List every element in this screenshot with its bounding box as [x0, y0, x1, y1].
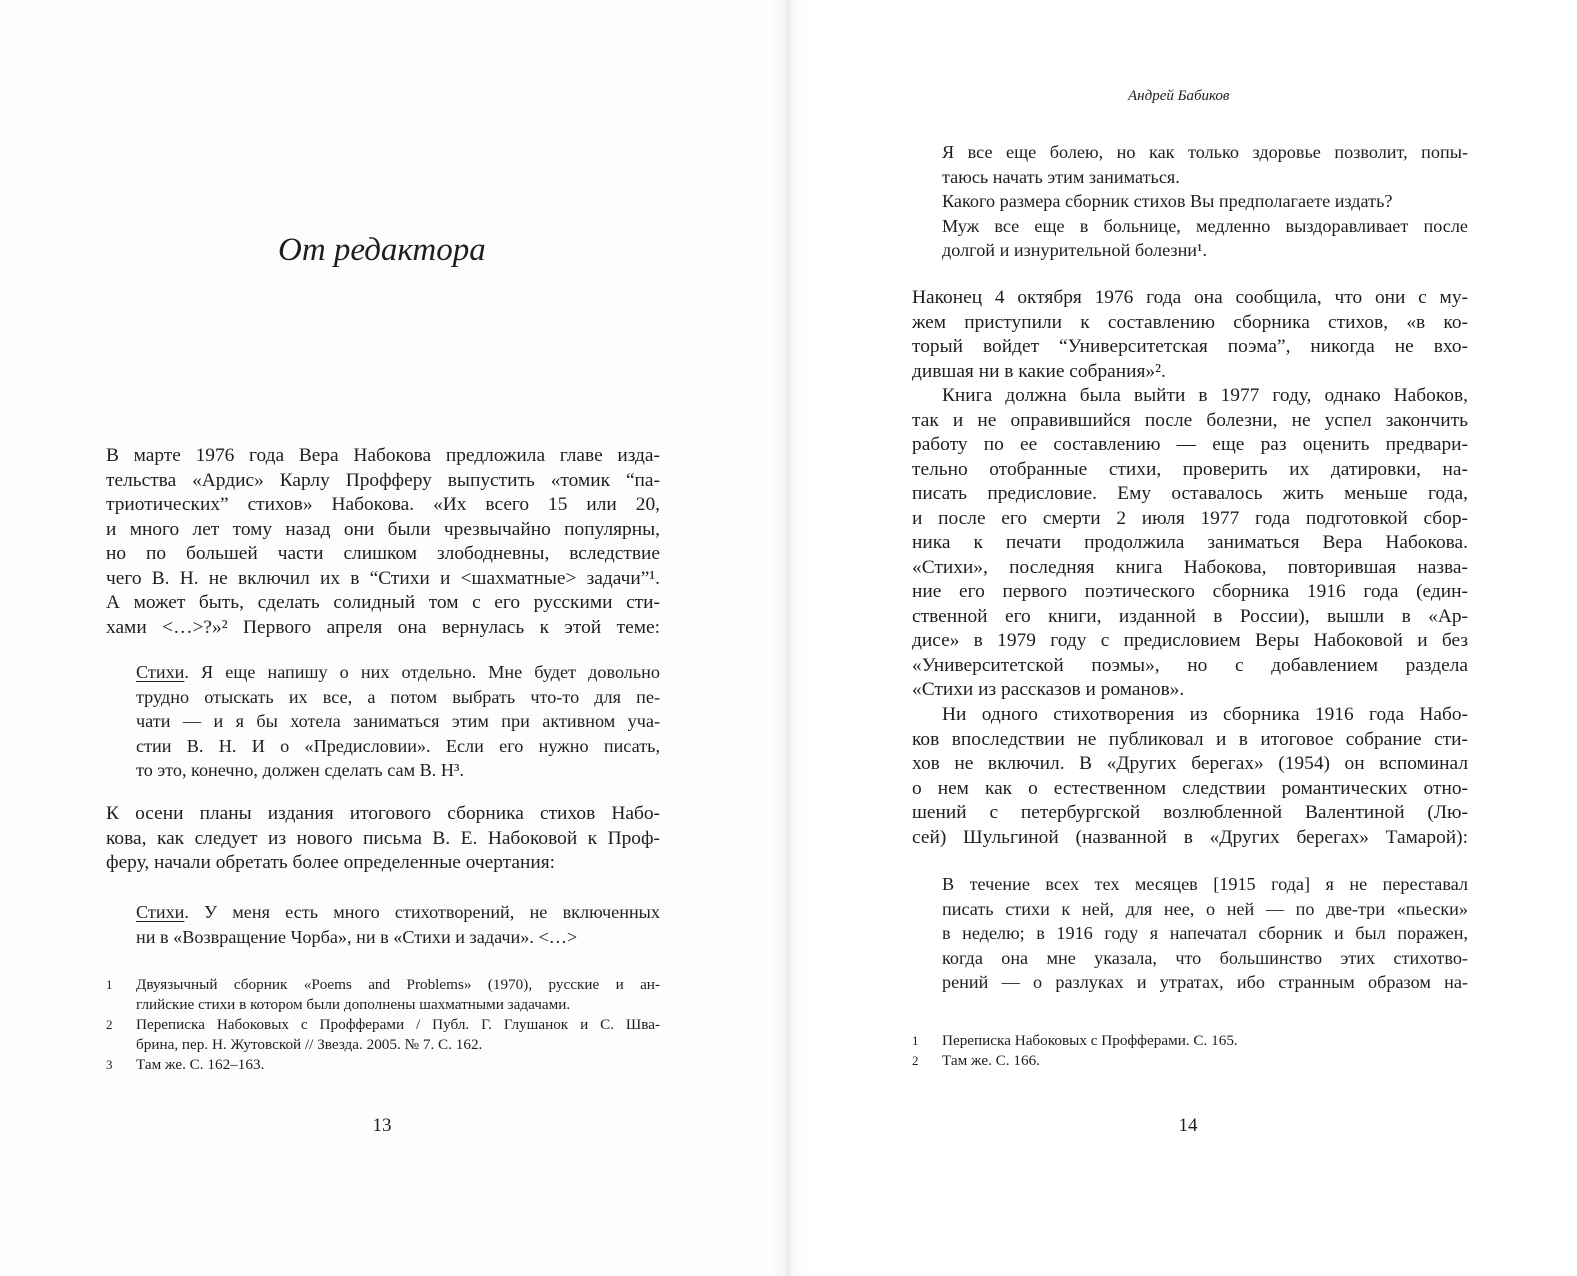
quote-line: [136, 900, 660, 925]
text-line: ние его первого поэтического сборника 1916 года (един-: [912, 581, 1468, 602]
text-line: шений с петербургской возлюбленной Валентиной (Лю-: [912, 802, 1468, 823]
chapter-title: От редактора: [278, 232, 486, 268]
right-quote-bottom: [942, 872, 1468, 995]
text-line: так и не оправившийся после болезни, не успел закончить: [912, 409, 1468, 431]
quote-line: рений — о разлуках и утратах, ибо странным образом на-: [942, 972, 1468, 992]
footnote-line: Переписка Набоковых с Профферами. С. 165.: [942, 1032, 1238, 1049]
footnote: [912, 1051, 1468, 1071]
footnote-number: 1: [106, 977, 113, 992]
right-paragraph-2: [912, 384, 1468, 703]
right-paragraph-1: [912, 286, 1468, 384]
quote-line: Муж все еще в больнице, медленно выздоравливает после: [942, 215, 1468, 236]
quote-lead-word: Стихи: [136, 662, 185, 682]
right-paragraph-3: [912, 703, 1468, 850]
text-line: тельства «Ардис» Карлу Профферу выпустить «томик “па-: [106, 469, 660, 491]
footnote-line: Там же. С. 162–163.: [136, 1056, 265, 1073]
text-line: и после его смерти 2 июля 1977 года подготовкой сбор-: [912, 507, 1468, 529]
text-line: «Стихи из рассказов и романов».: [912, 679, 1185, 700]
text-line: сей) Шульгиной (названной в «Других берегах» Тамарой):: [912, 826, 1468, 848]
quote-line: то это, конечно, должен сделать сам В. Н³.: [136, 760, 464, 780]
text-line: «Университетской поэмы», но с добавлением раздела: [912, 654, 1468, 676]
text-line: писать предисловие. Ему оставалось жить меньше года,: [912, 483, 1468, 504]
quote-line: стии В. Н. И о «Предисловии». Если его нужно писать,: [136, 735, 660, 756]
text-line: хами <…>?»² Первого апреля она вернулась к этой теме:: [106, 616, 660, 638]
footnote: [106, 1055, 660, 1075]
footnote-number: 2: [106, 1017, 113, 1032]
quote-line: писать стихи к ней, для нее, о ней — по две-три «пьески»: [942, 898, 1468, 919]
running-head-author: Андрей Бабиков: [1128, 88, 1230, 104]
footnote-line: брина, пер. Н. Жутовской // Звезда. 2005. № 7. С. 162.: [136, 1036, 483, 1053]
quote-line: Я все еще болею, но как только здоровье позволит, попы-: [942, 142, 1468, 162]
text-line: «Стихи», последняя книга Набокова, повторившая назва-: [912, 556, 1468, 578]
text-line: о нем как о естественном следствии романтических отно-: [912, 777, 1468, 799]
text-line: А может быть, сделать солидный том с его русскими сти-: [106, 592, 660, 613]
quote-line: таюсь начать этим заниматься.: [942, 166, 1180, 187]
quote-line: долгой и изнурительной болезни¹.: [942, 240, 1208, 260]
text-line: жем приступили к составлению сборника стихов, «в ко-: [912, 311, 1468, 333]
quote-line: когда она мне указала, что большинство этих стихотво-: [942, 947, 1468, 968]
text-line: дисе» в 1979 году с предисловием Веры Набоковой и без: [912, 630, 1468, 651]
left-paragraph-1: [106, 444, 660, 640]
text-line: Книга должна была выйти в 1977 году, однако Набоков,: [942, 385, 1468, 406]
left-quote-2: [136, 900, 660, 949]
text-line: ков впоследствии не публиковал и в итоговое собрание сти-: [912, 728, 1468, 750]
page-gutter-shadow: [770, 0, 806, 1276]
footnote-line: Двуязычный сборник «Poems and Problems» (1970), русские и ан-: [136, 976, 660, 993]
text-line: чего В. Н. не включил их в “Стихи и <шахматные> задачи”¹.: [106, 567, 660, 589]
footnote: [106, 1015, 660, 1055]
footnote: [912, 1031, 1468, 1051]
footnote-number: 3: [106, 1057, 113, 1072]
text-line: В марте 1976 года Вера Набокова предложила главе изда-: [106, 445, 660, 466]
quote-line-rest: . Я еще напишу о них отдельно. Мне будет довольно: [184, 662, 660, 682]
footnote-number: 2: [912, 1053, 919, 1068]
left-paragraph-2: [106, 802, 660, 876]
right-footnotes: [912, 1031, 1468, 1071]
quote-line: Какого размера сборник стихов Вы предполагаете издать?: [942, 191, 1393, 211]
text-line: но по большей части слишком злободневны, вследствие: [106, 543, 660, 564]
quote-line-rest: . У меня есть много стихотворений, не включенных: [184, 902, 660, 922]
text-line: ственной его книги, изданной в России), вышли в «Ар-: [912, 605, 1468, 627]
quote-line: В течение всех тех месяцев [1915 года] я не переставал: [942, 874, 1468, 894]
footnote: [106, 975, 660, 1015]
right-page: [788, 0, 1577, 1276]
text-line: кова, как следует из нового письма В. Е. Набоковой к Проф-: [106, 827, 660, 849]
page-number-right: 14: [1178, 1115, 1198, 1136]
text-line: торый войдет “Университетская поэма”, никогда не вхо-: [912, 336, 1468, 357]
left-footnotes: [106, 975, 660, 1075]
quote-line: в неделю; в 1916 году я напечатал сборник и был поражен,: [942, 923, 1468, 943]
text-line: тельно отобранные стихи, проверить их датировки, на-: [912, 458, 1468, 480]
footnote-line: глийские стихи в котором были дополнены шахматными задачами.: [136, 996, 571, 1013]
right-quote-top: [942, 140, 1468, 263]
text-line: феру, начали обретать более определенные очертания:: [106, 852, 556, 873]
quote-line: [136, 660, 660, 685]
text-line: и много лет тому назад они были чрезвычайно популярны,: [106, 518, 660, 540]
left-quote-1: [136, 660, 660, 783]
quote-line: чати — и я бы хотела заниматься этим при активном уча-: [136, 711, 660, 731]
text-line: работу по ее составлению — еще раз оценить предвари-: [912, 434, 1468, 455]
quote-lead-word: Стихи: [136, 902, 185, 922]
text-line: триотических” стихов» Набокова. «Их всего 15 или 20,: [106, 494, 660, 515]
footnote-line: Переписка Набоковых с Профферами / Публ. Г. Глушанок и С. Шва-: [136, 1016, 660, 1033]
left-page: [0, 0, 788, 1276]
text-line: Ни одного стихотворения из сборника 1916 года Набо-: [942, 704, 1468, 725]
text-line: дившая ни в какие собрания»².: [912, 360, 1166, 382]
text-line: Наконец 4 октября 1976 года она сообщила, что они с му-: [912, 287, 1468, 308]
footnote-number: 1: [912, 1033, 919, 1048]
text-line: хов не включил. В «Других берегах» (1954) он вспоминал: [912, 753, 1468, 774]
quote-line: трудно отыскать их все, а потом выбрать что-то для пе-: [136, 686, 660, 707]
text-line: ника к печати продолжила заниматься Вера Набокова.: [912, 532, 1468, 553]
page-number-left: 13: [372, 1115, 392, 1136]
text-line: К осени планы издания итогового сборника стихов Набо-: [106, 803, 660, 824]
quote-line: ни в «Возвращение Чорба», ни в «Стихи и задачи». <…>: [136, 926, 578, 947]
footnote-line: Там же. С. 166.: [942, 1052, 1040, 1069]
